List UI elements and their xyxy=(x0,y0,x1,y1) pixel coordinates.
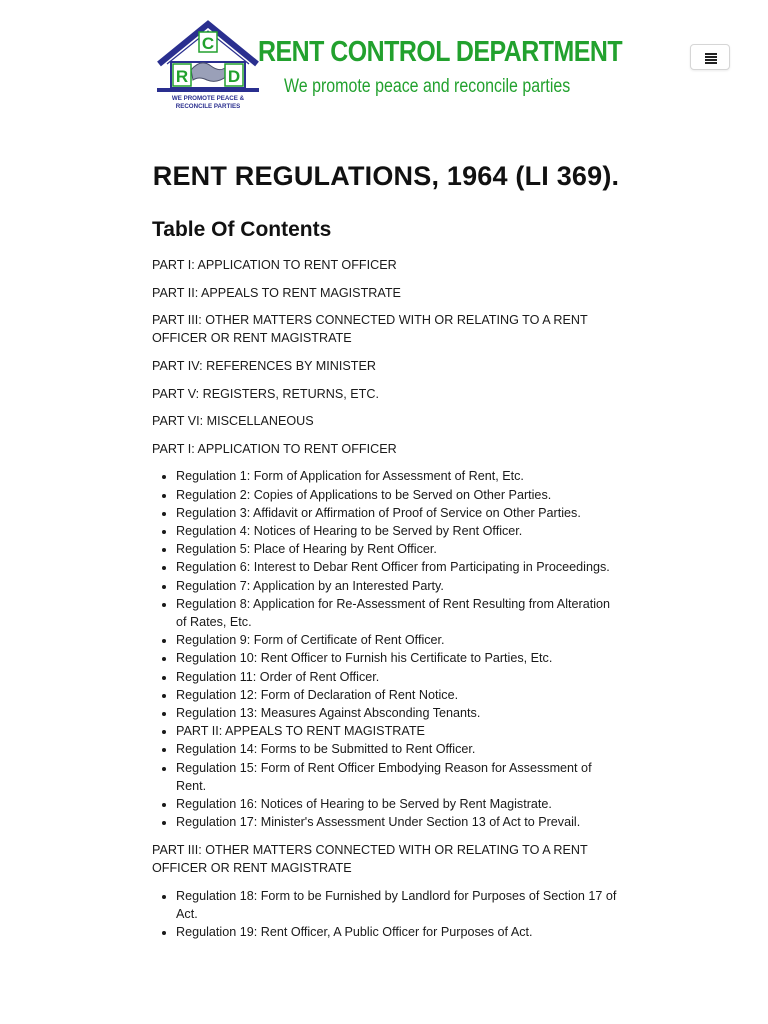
regulation-item[interactable]: • Regulation 18: Form to be Furnished by Landlord for Purposes of Section 17 of Act. xyxy=(176,887,620,923)
regulation-item[interactable]: • Regulation 8: Application for Re-Assessment of Rent Resulting from Alteration of Rates, Etc. xyxy=(176,595,620,631)
page-title: RENT REGULATIONS, 1964 (LI 369). xyxy=(152,161,620,191)
regulation-item[interactable]: • Regulation 11: Order of Rent Officer. xyxy=(176,668,620,686)
regulation-item[interactable]: • Regulation 4: Notices of Hearing to be Served by Rent Officer. xyxy=(176,522,620,540)
logo-letter-c: C xyxy=(201,34,215,53)
site-header xyxy=(0,0,768,130)
regulation-item[interactable]: • Regulation 2: Copies of Applications to be Served on Other Parties. xyxy=(176,486,620,504)
logo-caption-line2: RECONCILE PARTIES xyxy=(175,103,241,110)
rcd-logo[interactable] xyxy=(155,18,261,114)
regulation-item[interactable]: • Regulation 15: Form of Rent Officer Embodying Reason for Assessment of Rent. xyxy=(176,759,620,795)
regulation-item[interactable]: • Regulation 16: Notices of Hearing to be Served by Rent Magistrate. xyxy=(176,795,620,813)
regulation-item[interactable]: • Regulation 5: Place of Hearing by Rent Officer. xyxy=(176,540,620,558)
toc-part-link[interactable]: PART III: OTHER MATTERS CONNECTED WITH OR RELATING TO A RENT OFFICER OR RENT MAGISTRATE xyxy=(152,313,588,346)
logo-letter-r: R xyxy=(175,67,189,86)
toc-part-link[interactable]: PART I: APPLICATION TO RENT OFFICER xyxy=(152,258,397,272)
toc-heading: Table Of Contents xyxy=(152,218,332,241)
toc-part-link[interactable]: PART IV: REFERENCES BY MINISTER xyxy=(152,358,376,373)
regulation-item[interactable]: • Regulation 12: Form of Declaration of Rent Notice. xyxy=(176,686,620,704)
toc-part-link[interactable]: PART V: REGISTERS, RETURNS, ETC. xyxy=(152,386,379,401)
main-content xyxy=(152,158,620,951)
regulation-list-part-3 xyxy=(152,887,620,942)
regulation-item[interactable]: • Regulation 17: Minister's Assessment Under Section 13 of Act to Prevail. xyxy=(176,813,620,831)
regulation-item[interactable]: • Regulation 13: Measures Against Absconding Tenants. xyxy=(176,704,620,722)
logo-caption-line1: WE PROMOTE PEACE & xyxy=(171,95,245,102)
section-heading-part-1: PART I: APPLICATION TO RENT OFFICER xyxy=(152,441,397,456)
logo-letter-d: D xyxy=(227,67,241,86)
regulation-item[interactable]: • Regulation 9: Form of Certificate of Rent Officer. xyxy=(176,631,620,649)
section-heading-part-3: PART III: OTHER MATTERS CONNECTED WITH OR RELATING TO A RENT OFFICER OR RENT MAGISTRATE xyxy=(152,842,588,876)
regulation-item[interactable]: • PART II: APPEALS TO RENT MAGISTRATE xyxy=(176,722,620,740)
menu-toggle-button[interactable] xyxy=(690,44,730,70)
regulation-item[interactable]: • Regulation 14: Forms to be Submitted to Rent Officer. xyxy=(176,740,620,758)
brand-tagline: We promote peace and reconcile parties xyxy=(284,76,571,97)
toc-parts xyxy=(152,256,620,430)
regulation-list-part-1 xyxy=(152,467,620,831)
toc-part-link[interactable]: PART VI: MISCELLANEOUS xyxy=(152,414,314,429)
logo-base-band xyxy=(157,88,259,92)
regulation-item[interactable]: • Regulation 10: Rent Officer to Furnish his Certificate to Parties, Etc. xyxy=(176,649,620,667)
toc-part-link[interactable]: PART II: APPEALS TO RENT MAGISTRATE xyxy=(152,285,401,300)
regulation-item[interactable]: • Regulation 6: Interest to Debar Rent Officer from Participating in Proceedings. xyxy=(176,558,620,576)
regulation-item[interactable]: • Regulation 3: Affidavit or Affirmation of Proof of Service on Other Parties. xyxy=(176,504,620,522)
regulation-item[interactable]: • Regulation 7: Application by an Interested Party. xyxy=(176,577,620,595)
brand-name[interactable]: RENT CONTROL DEPARTMENT xyxy=(258,36,623,68)
regulation-item[interactable]: • Regulation 1: Form of Application for Assessment of Rent, Etc. xyxy=(176,467,620,485)
regulation-item[interactable]: • Regulation 19: Rent Officer, A Public Officer for Purposes of Act. xyxy=(176,923,620,941)
